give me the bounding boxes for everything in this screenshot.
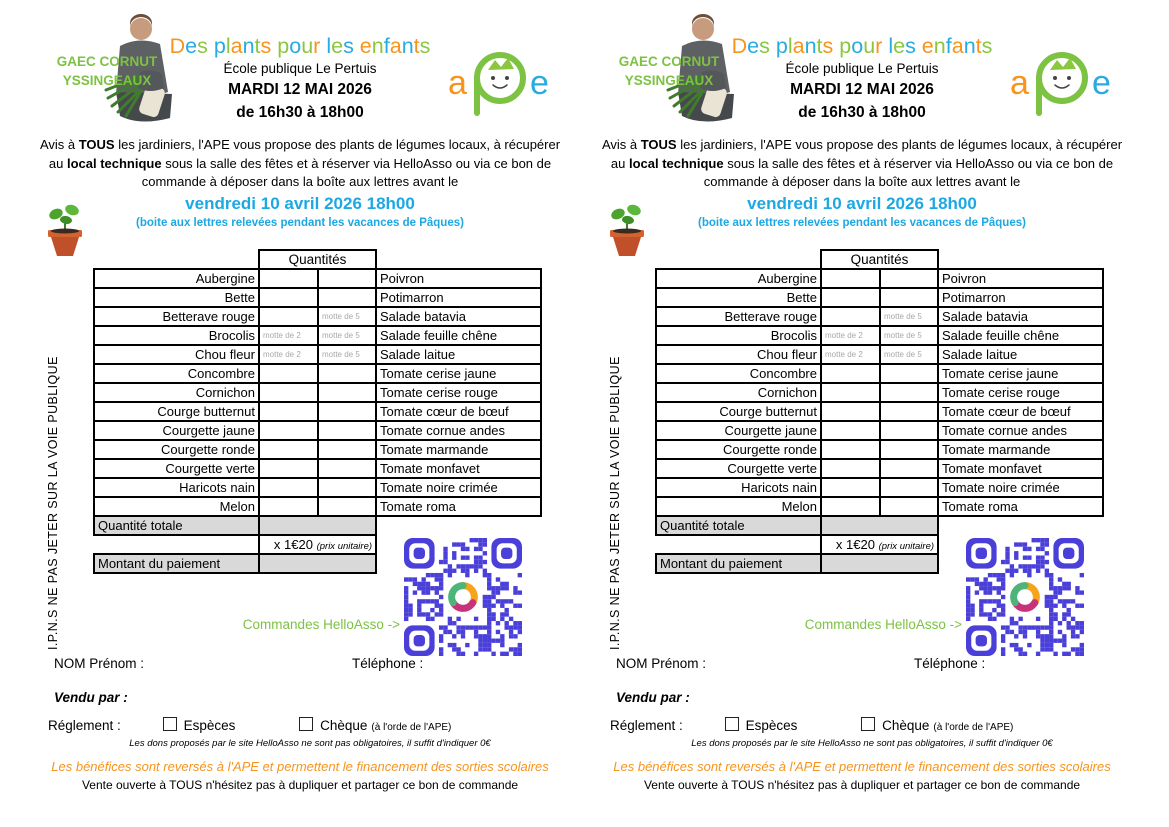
product-name-left: Betterave rouge [94, 307, 259, 326]
qty-input-cell[interactable] [259, 478, 318, 497]
qty-input-cell[interactable] [880, 478, 938, 497]
qty-header: Quantités [821, 250, 938, 269]
qty-input-cell[interactable] [821, 402, 880, 421]
qty-input-cell[interactable]: motte de 2 [259, 345, 318, 364]
product-row [94, 402, 541, 421]
unit-price-note: (prix unitaire) [316, 541, 373, 552]
cash-option [163, 718, 240, 733]
qty-input-cell[interactable] [259, 497, 318, 516]
product-row [94, 383, 541, 402]
product-name-left: Concombre [656, 364, 821, 383]
product-name-right: Tomate noire crimée [938, 478, 1103, 497]
qty-input-cell[interactable] [259, 459, 318, 478]
product-name-left: Chou fleur [94, 345, 259, 364]
cheque-checkbox[interactable] [861, 717, 875, 731]
deadline: vendredi 10 avril 2026 18h00 [185, 194, 415, 213]
qty-input-cell[interactable] [318, 383, 376, 402]
product-row [656, 402, 1103, 421]
benefits-note: Les bénéfices sont reversés à l'APE et permettent le financement des sorties scolaires [51, 759, 549, 774]
product-name-left: Cornichon [94, 383, 259, 402]
brand-name [40, 52, 174, 90]
unit-price: x 1€20 [835, 537, 875, 552]
qty-input-cell[interactable] [318, 364, 376, 383]
product-row [656, 288, 1103, 307]
product-name-left: Courgette jaune [656, 421, 821, 440]
product-row [656, 478, 1103, 497]
order-form-flyer [592, 0, 1132, 827]
qty-input-cell[interactable] [880, 440, 938, 459]
product-name-left: Bette [656, 288, 821, 307]
qty-input-cell[interactable] [821, 478, 880, 497]
product-row [94, 478, 541, 497]
product-name-right: Salade laitue [938, 345, 1103, 364]
product-name-left: Courgette verte [94, 459, 259, 478]
header-title-block [138, 34, 462, 122]
product-row [94, 497, 541, 516]
unit-price-cell [821, 535, 938, 554]
school-name: École publique Le Pertuis [785, 61, 939, 76]
qty-header: Quantités [259, 250, 376, 269]
product-row [94, 345, 541, 364]
qty-input-cell[interactable] [821, 288, 880, 307]
qty-input-cell[interactable] [259, 307, 318, 326]
product-row [94, 440, 541, 459]
qty-input-cell[interactable] [821, 307, 880, 326]
product-name-right: Poivron [376, 269, 541, 288]
product-name-left: Courgette ronde [94, 440, 259, 459]
cheque-option [861, 718, 1013, 733]
ape-logo-letter-e: e [1092, 64, 1111, 102]
deadline: vendredi 10 avril 2026 18h00 [747, 194, 977, 213]
helloasso-link-label: Commandes HelloAsso -> [242, 617, 400, 632]
event-time: de 16h30 à 18h00 [798, 104, 926, 121]
product-name-left: Melon [94, 497, 259, 516]
school-name: École publique Le Pertuis [223, 61, 377, 76]
product-name-right: Tomate monfavet [938, 459, 1103, 478]
product-row [656, 440, 1103, 459]
product-row [94, 364, 541, 383]
product-name-right: Tomate cornue andes [376, 421, 541, 440]
product-row [656, 345, 1103, 364]
product-row [656, 307, 1103, 326]
product-name-right: Salade laitue [376, 345, 541, 364]
product-name-right: Salade feuille chêne [938, 326, 1103, 345]
ape-logo-letter-e: e [530, 64, 549, 102]
qr-code [966, 538, 1084, 656]
product-name-left: Brocolis [94, 326, 259, 345]
unit-price: x 1€20 [273, 537, 313, 552]
seller-field-label: Vendu par : [616, 690, 690, 705]
qty-input-cell[interactable] [318, 269, 376, 288]
qty-input-cell[interactable] [821, 269, 880, 288]
plant-pot-icon [604, 202, 650, 258]
side-note: I.P.N.S NE PAS JETER SUR LA VOIE PUBLIQUE [46, 356, 60, 650]
payment-label: Montant du paiement [94, 554, 259, 573]
total-row [656, 516, 1103, 535]
qty-input-cell[interactable]: motte de 2 [821, 345, 880, 364]
product-name-right: Tomate roma [938, 497, 1103, 516]
qty-input-cell[interactable]: motte de 5 [318, 326, 376, 345]
product-name-right: Tomate roma [376, 497, 541, 516]
product-name-left: Bette [94, 288, 259, 307]
product-row [656, 497, 1103, 516]
payment-method-label: Réglement : [48, 718, 121, 733]
product-row [94, 307, 541, 326]
unit-price-cell [259, 535, 376, 554]
product-name-right: Poivron [938, 269, 1103, 288]
product-row [94, 269, 541, 288]
qty-input-cell[interactable] [821, 459, 880, 478]
qty-input-cell[interactable] [821, 497, 880, 516]
cheque-label: Chèque [882, 718, 930, 733]
qty-input-cell[interactable] [821, 383, 880, 402]
phone-field-label: Téléphone : [352, 656, 424, 671]
product-row [94, 421, 541, 440]
name-field-label: NOM Prénom : [616, 656, 707, 671]
product-rows [656, 269, 1103, 516]
payment-method-row [610, 717, 1013, 733]
product-name-right: Tomate noire crimée [376, 478, 541, 497]
qty-input-cell[interactable]: motte de 5 [880, 307, 938, 326]
qty-input-cell[interactable] [880, 288, 938, 307]
intro-text: Avis à TOUS les jardiniers, l'APE vous propose des plants de légumes locaux, à récupérer au local technique sous la salle des fêtes et à réserver via HelloAsso ou via ce bon de commande à déposer dans la boîte aux lettres avant le [39, 137, 561, 189]
cheque-note: (à l'orde de l'APE) [371, 722, 452, 733]
brand-line2: YSSINGEAUX [62, 73, 152, 88]
qty-input-cell[interactable] [259, 383, 318, 402]
qty-input-cell[interactable] [318, 459, 376, 478]
payment-label: Montant du paiement [656, 554, 821, 573]
product-row [656, 269, 1103, 288]
qty-input-cell[interactable] [318, 421, 376, 440]
cheque-checkbox[interactable] [299, 717, 313, 731]
payment-method-label: Réglement : [610, 718, 683, 733]
product-name-left: Courgette jaune [94, 421, 259, 440]
cheque-note: (à l'orde de l'APE) [933, 722, 1014, 733]
qty-input-cell[interactable] [318, 288, 376, 307]
qty-input-cell[interactable]: motte de 5 [318, 307, 376, 326]
product-name-right: Potimarron [938, 288, 1103, 307]
product-row [656, 326, 1103, 345]
cheque-option [299, 718, 451, 733]
product-name-left: Concombre [94, 364, 259, 383]
duplicate-note: Vente ouverte à TOUS n'hésitez pas à dupliquer et partager ce bon de commande [643, 778, 1081, 792]
product-name-right: Potimarron [376, 288, 541, 307]
deadline-note: (boite aux lettres relevées pendant les vacances de Pâques) [698, 217, 1026, 229]
qty-input-cell[interactable] [821, 421, 880, 440]
product-row [656, 421, 1103, 440]
donation-note: Les dons proposés par le site HelloAsso ne sont pas obligatoires, il suffit d'indiquer 0€ [129, 738, 491, 749]
event-time: de 16h30 à 18h00 [236, 104, 364, 121]
qr-code [404, 538, 522, 656]
product-name-left: Courge butternut [656, 402, 821, 421]
product-row [94, 459, 541, 478]
payment-amount-cell[interactable] [259, 554, 376, 573]
brand-line1: GAEC CORNUT [56, 54, 158, 69]
product-name-left: Brocolis [656, 326, 821, 345]
brand-line2: YSSINGEAUX [624, 73, 714, 88]
qty-input-cell[interactable] [259, 421, 318, 440]
qty-input-cell[interactable] [821, 440, 880, 459]
name-field-label: NOM Prénom : [54, 656, 145, 671]
phone-field-label: Téléphone : [914, 656, 986, 671]
brand-name [602, 52, 736, 90]
order-table [655, 249, 1104, 574]
product-row [656, 459, 1103, 478]
product-name-right: Tomate cerise rouge [376, 383, 541, 402]
product-name-left: Haricots nain [94, 478, 259, 497]
product-name-left: Betterave rouge [656, 307, 821, 326]
product-row [94, 288, 541, 307]
event-date: MARDI 12 MAI 2026 [228, 81, 372, 98]
ape-logo-letter-a: a [448, 64, 467, 102]
product-row [656, 364, 1103, 383]
product-name-left: Courgette verte [656, 459, 821, 478]
qty-input-cell[interactable] [318, 440, 376, 459]
header-title-block [700, 34, 1024, 122]
qty-input-cell[interactable] [821, 364, 880, 383]
cash-checkbox[interactable] [725, 717, 739, 731]
flyer-title: Des plants pour les enfants [731, 34, 993, 58]
product-name-left: Melon [656, 497, 821, 516]
event-date: MARDI 12 MAI 2026 [790, 81, 934, 98]
qty-input-cell[interactable] [259, 288, 318, 307]
ape-logo-letter-a: a [1010, 64, 1029, 102]
payment-amount-cell[interactable] [821, 554, 938, 573]
cash-label: Espèces [183, 718, 236, 733]
payment-method-row [48, 717, 451, 733]
cash-option [725, 718, 802, 733]
cash-label: Espèces [745, 718, 798, 733]
intro-text: Avis à TOUS les jardiniers, l'APE vous propose des plants de légumes locaux, à récupérer au local technique sous la salle des fêtes et à réserver via HelloAsso ou via ce bon de commande à déposer dans la boîte aux lettres avant le [601, 137, 1123, 189]
product-name-right: Tomate marmande [376, 440, 541, 459]
qty-input-cell[interactable]: motte de 5 [318, 345, 376, 364]
cash-checkbox[interactable] [163, 717, 177, 731]
qty-input-cell[interactable] [259, 364, 318, 383]
product-name-left: Aubergine [94, 269, 259, 288]
qty-input-cell[interactable] [259, 402, 318, 421]
brand-line1: GAEC CORNUT [618, 54, 720, 69]
qty-input-cell[interactable] [880, 269, 938, 288]
total-label: Quantité totale [656, 516, 821, 535]
product-name-right: Tomate cerise rouge [938, 383, 1103, 402]
qty-input-cell[interactable] [880, 459, 938, 478]
product-name-right: Tomate cornue andes [938, 421, 1103, 440]
qty-input-cell[interactable] [880, 364, 938, 383]
product-name-right: Tomate marmande [938, 440, 1103, 459]
order-form-flyer [30, 0, 570, 827]
benefits-note: Les bénéfices sont reversés à l'APE et permettent le financement des sorties scolaires [613, 759, 1111, 774]
product-name-left: Courgette ronde [656, 440, 821, 459]
side-note: I.P.N.S NE PAS JETER SUR LA VOIE PUBLIQUE [608, 356, 622, 650]
qty-input-cell[interactable] [880, 402, 938, 421]
product-name-right: Tomate cerise jaune [938, 364, 1103, 383]
total-qty-cell[interactable] [821, 516, 938, 535]
qty-input-cell[interactable] [259, 269, 318, 288]
product-name-right: Salade batavia [938, 307, 1103, 326]
seller-field-label: Vendu par : [54, 690, 128, 705]
product-name-left: Aubergine [656, 269, 821, 288]
flyer-title: Des plants pour les enfants [169, 34, 431, 58]
plant-pot-icon [42, 202, 88, 258]
product-name-right: Tomate cœur de bœuf [376, 402, 541, 421]
qty-input-cell[interactable] [318, 497, 376, 516]
qty-input-cell[interactable]: motte de 2 [821, 326, 880, 345]
product-row [94, 326, 541, 345]
qty-header-row [656, 250, 1103, 269]
duplicate-note: Vente ouverte à TOUS n'hésitez pas à dupliquer et partager ce bon de commande [81, 778, 519, 792]
qty-input-cell[interactable] [880, 383, 938, 402]
qty-input-cell[interactable] [880, 497, 938, 516]
product-name-left: Cornichon [656, 383, 821, 402]
unit-price-note: (prix unitaire) [878, 541, 935, 552]
helloasso-link-label: Commandes HelloAsso -> [804, 617, 962, 632]
product-name-right: Tomate monfavet [376, 459, 541, 478]
qty-input-cell[interactable]: motte de 5 [880, 345, 938, 364]
qty-input-cell[interactable]: motte de 2 [259, 326, 318, 345]
total-qty-cell[interactable] [259, 516, 376, 535]
product-name-left: Chou fleur [656, 345, 821, 364]
cheque-label: Chèque [320, 718, 368, 733]
total-row [94, 516, 541, 535]
qty-input-cell[interactable] [318, 402, 376, 421]
qty-input-cell[interactable]: motte de 5 [880, 326, 938, 345]
product-name-right: Tomate cœur de bœuf [938, 402, 1103, 421]
qty-input-cell[interactable] [259, 440, 318, 459]
deadline-note: (boite aux lettres relevées pendant les vacances de Pâques) [136, 217, 464, 229]
product-name-right: Salade batavia [376, 307, 541, 326]
product-rows [94, 269, 541, 516]
product-row [656, 383, 1103, 402]
qty-input-cell[interactable] [880, 421, 938, 440]
product-name-right: Tomate cerise jaune [376, 364, 541, 383]
total-label: Quantité totale [94, 516, 259, 535]
donation-note: Les dons proposés par le site HelloAsso ne sont pas obligatoires, il suffit d'indiquer 0€ [691, 738, 1053, 749]
qty-header-row [94, 250, 541, 269]
product-name-left: Haricots nain [656, 478, 821, 497]
qty-input-cell[interactable] [318, 478, 376, 497]
order-table [93, 249, 542, 574]
product-name-left: Courge butternut [94, 402, 259, 421]
product-name-right: Salade feuille chêne [376, 326, 541, 345]
